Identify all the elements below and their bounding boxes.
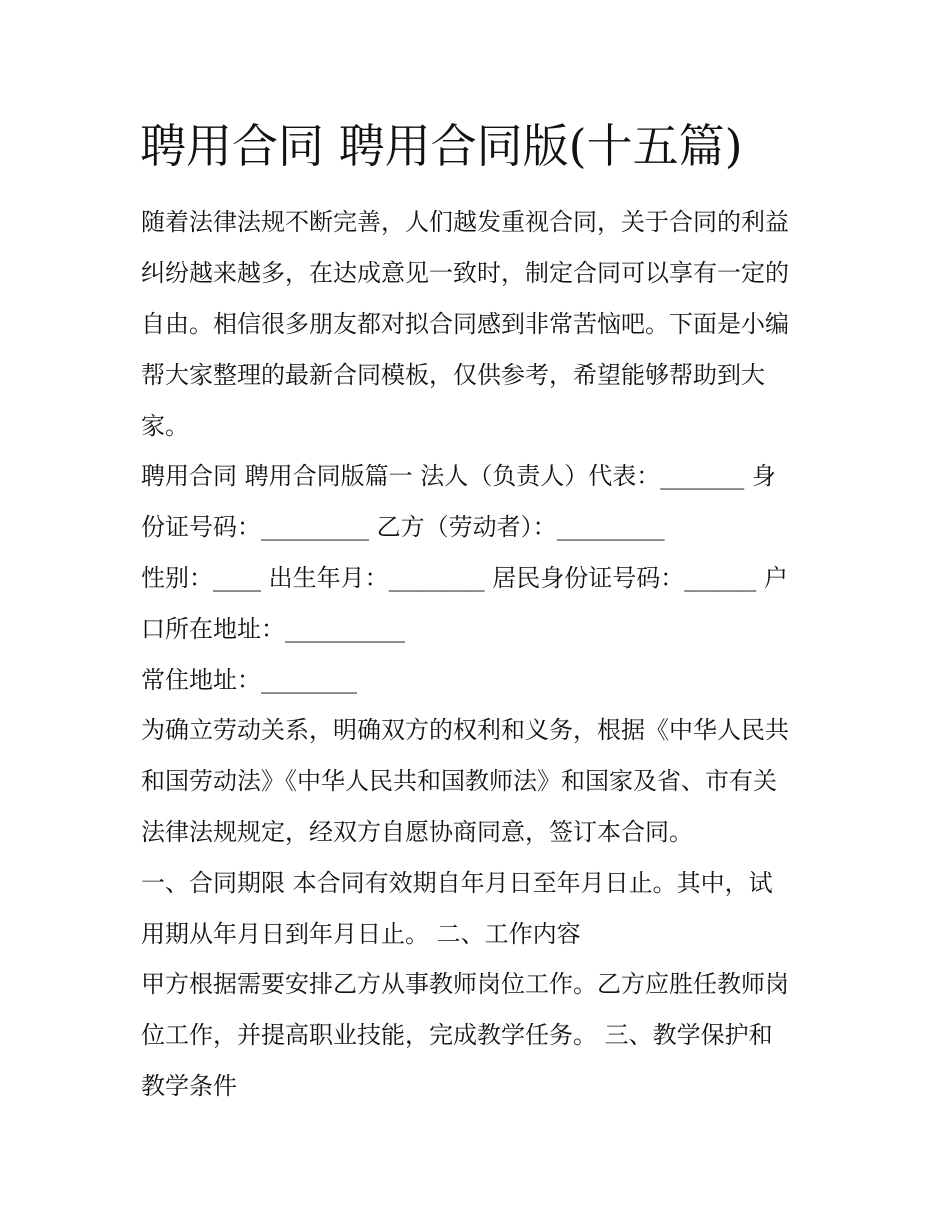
text-line: 性别：____ 出生年月：________ 居民身份证号码：______ 户 bbox=[141, 564, 788, 592]
text-line: 帮大家整理的最新合同模板，仅供参考，希望能够帮助到大 bbox=[141, 361, 765, 389]
text-line: 用期从年月日到年月日止。 二、工作内容 bbox=[141, 920, 581, 948]
text-line: 随着法律法规不断完善，人们越发重视合同，关于合同的利益 bbox=[141, 208, 789, 236]
text-line: 口所在地址：__________ bbox=[141, 615, 405, 643]
document-title: 聘用合同 聘用合同版(十五篇) bbox=[140, 119, 743, 173]
text-line: 一、合同期限 本合同有效期自年月日至年月日止。其中，试 bbox=[141, 869, 773, 897]
text-line: 位工作，并提高职业技能，完成教学任务。 三、教学保护和 bbox=[141, 1021, 773, 1049]
text-line: 家。 bbox=[141, 412, 189, 440]
text-line: 法律法规规定，经双方自愿协商同意，签订本合同。 bbox=[141, 818, 693, 846]
text-line: 聘用合同 聘用合同版篇一 法人（负责人）代表：_______ 身 bbox=[141, 462, 776, 490]
text-line: 常住地址：________ bbox=[141, 666, 357, 694]
text-line: 自由。相信很多朋友都对拟合同感到非常苦恼吧。下面是小编 bbox=[141, 310, 789, 338]
text-line: 纠纷越来越多，在达成意见一致时，制定合同可以享有一定的 bbox=[141, 259, 789, 287]
text-line: 为确立劳动关系，明确双方的权利和义务，根据《中华人民共 bbox=[141, 716, 789, 744]
text-line: 和国劳动法》《中华人民共和国教师法》和国家及省、市有关 bbox=[141, 767, 777, 795]
text-line: 甲方根据需要安排乙方从事教师岗位工作。乙方应胜任教师岗 bbox=[141, 970, 789, 998]
text-line: 教学条件 bbox=[141, 1072, 237, 1100]
text-line: 份证号码：_________ 乙方（劳动者）：_________ bbox=[141, 513, 665, 541]
